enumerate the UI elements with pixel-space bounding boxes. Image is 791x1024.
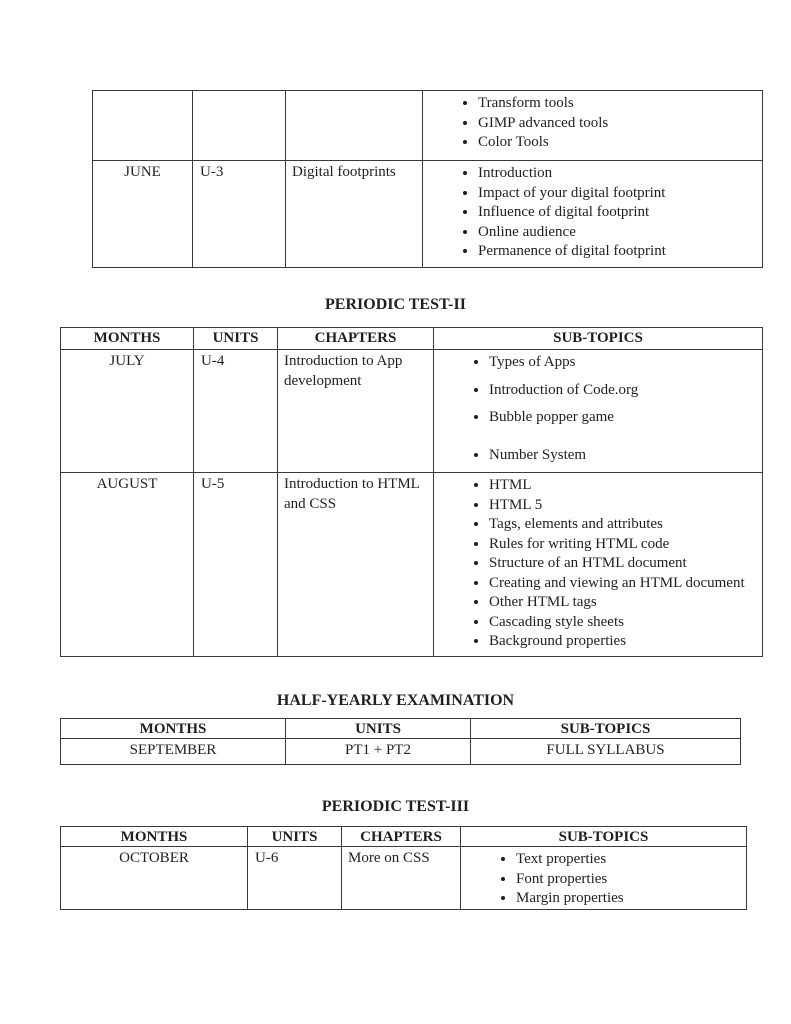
subtopics-cell: [434, 350, 763, 473]
subtopics-list: [423, 94, 762, 153]
column-header-subtopics: SUB-TOPICS: [471, 719, 741, 739]
table-header-row: [61, 827, 747, 847]
table-row: [61, 847, 747, 910]
table-row: [93, 161, 763, 268]
table-header-row: [61, 719, 741, 739]
column-header-months: MONTHS: [61, 827, 248, 847]
subtopic-item: • Transform tools: [478, 94, 762, 114]
table-row: [93, 91, 763, 161]
subtopic-item: • GIMP advanced tools: [478, 114, 762, 134]
column-header-subtopics: SUB-TOPICS: [434, 328, 763, 350]
subtopic-item: • Structure of an HTML document: [489, 554, 762, 574]
month-cell: SEPTEMBER: [61, 739, 286, 765]
subtopic-item: • Online audience: [478, 223, 762, 243]
subtopic-item: • HTML: [489, 476, 762, 496]
subtopic-item: • Influence of digital footprint: [478, 203, 762, 223]
chapter-cell: [286, 91, 423, 161]
column-header-units: UNITS: [194, 328, 278, 350]
column-header-chapters: CHAPTERS: [278, 328, 434, 350]
chapter-cell: Introduction to App development: [278, 350, 434, 473]
column-header-subtopics: SUB-TOPICS: [461, 827, 747, 847]
subtopic-item: • HTML 5: [489, 496, 762, 516]
subtopic-item: • Impact of your digital footprint: [478, 184, 762, 204]
month-cell: JULY: [61, 350, 194, 473]
syllabus-table-periodic-test-3: [60, 826, 747, 910]
section-heading-periodic-test-2: PERIODIC TEST-II: [325, 296, 466, 313]
table-row: [61, 350, 763, 473]
subtopic-item: • Number System: [489, 446, 762, 466]
syllabus-table-half-yearly: [60, 718, 741, 765]
subtopic-item: • Cascading style sheets: [489, 613, 762, 633]
column-header-units: UNITS: [286, 719, 471, 739]
chapter-cell: Introduction to HTML and CSS: [278, 473, 434, 657]
chapter-cell: Digital footprints: [286, 161, 423, 268]
subtopics-cell: [423, 161, 763, 268]
subtopic-item: • Font properties: [516, 870, 746, 890]
month-cell: AUGUST: [61, 473, 194, 657]
subtopic-item: • Permanence of digital footprint: [478, 242, 762, 262]
subtopics-cell: FULL SYLLABUS: [471, 739, 741, 765]
subtopics-list: [434, 476, 762, 652]
subtopic-item: • Text properties: [516, 850, 746, 870]
subtopics-cell: [423, 91, 763, 161]
subtopic-item: • Margin properties: [516, 889, 746, 909]
month-cell: OCTOBER: [61, 847, 248, 910]
column-header-months: MONTHS: [61, 328, 194, 350]
table-row: [61, 473, 763, 657]
unit-cell: [193, 91, 286, 161]
subtopic-item: • Introduction of Code.org: [489, 381, 762, 401]
column-header-units: UNITS: [248, 827, 342, 847]
subtopics-list: [461, 850, 746, 909]
subtopic-item: • Types of Apps: [489, 353, 762, 373]
subtopics-list: [423, 164, 762, 262]
unit-cell: U-3: [193, 161, 286, 268]
chapter-cell: More on CSS: [342, 847, 461, 910]
subtopic-item: • Creating and viewing an HTML document: [489, 574, 762, 594]
section-heading-periodic-test-3: PERIODIC TEST-III: [321, 798, 470, 815]
subtopic-item: • Color Tools: [478, 133, 762, 153]
subtopic-item: • Other HTML tags: [489, 593, 762, 613]
subtopic-item: • Tags, elements and attributes: [489, 515, 762, 535]
column-header-months: MONTHS: [61, 719, 286, 739]
subtopic-item: • Rules for writing HTML code: [489, 535, 762, 555]
section-heading-half-yearly: HALF-YEARLY EXAMINATION: [276, 692, 515, 709]
subtopics-list: [434, 353, 762, 465]
unit-cell: U-4: [194, 350, 278, 473]
subtopic-item: • Introduction: [478, 164, 762, 184]
subtopics-cell: [434, 473, 763, 657]
table-header-row: [61, 328, 763, 350]
unit-cell: U-6: [248, 847, 342, 910]
subtopic-item: • Background properties: [489, 632, 762, 652]
table-row: [61, 739, 741, 765]
month-cell: [93, 91, 193, 161]
subtopics-cell: [461, 847, 747, 910]
syllabus-table-continuation: [92, 90, 763, 268]
syllabus-table-periodic-test-2: [60, 327, 763, 657]
column-header-chapters: CHAPTERS: [342, 827, 461, 847]
month-cell: JUNE: [93, 161, 193, 268]
unit-cell: U-5: [194, 473, 278, 657]
subtopic-item: • Bubble popper game: [489, 408, 762, 428]
unit-cell: PT1 + PT2: [286, 739, 471, 765]
